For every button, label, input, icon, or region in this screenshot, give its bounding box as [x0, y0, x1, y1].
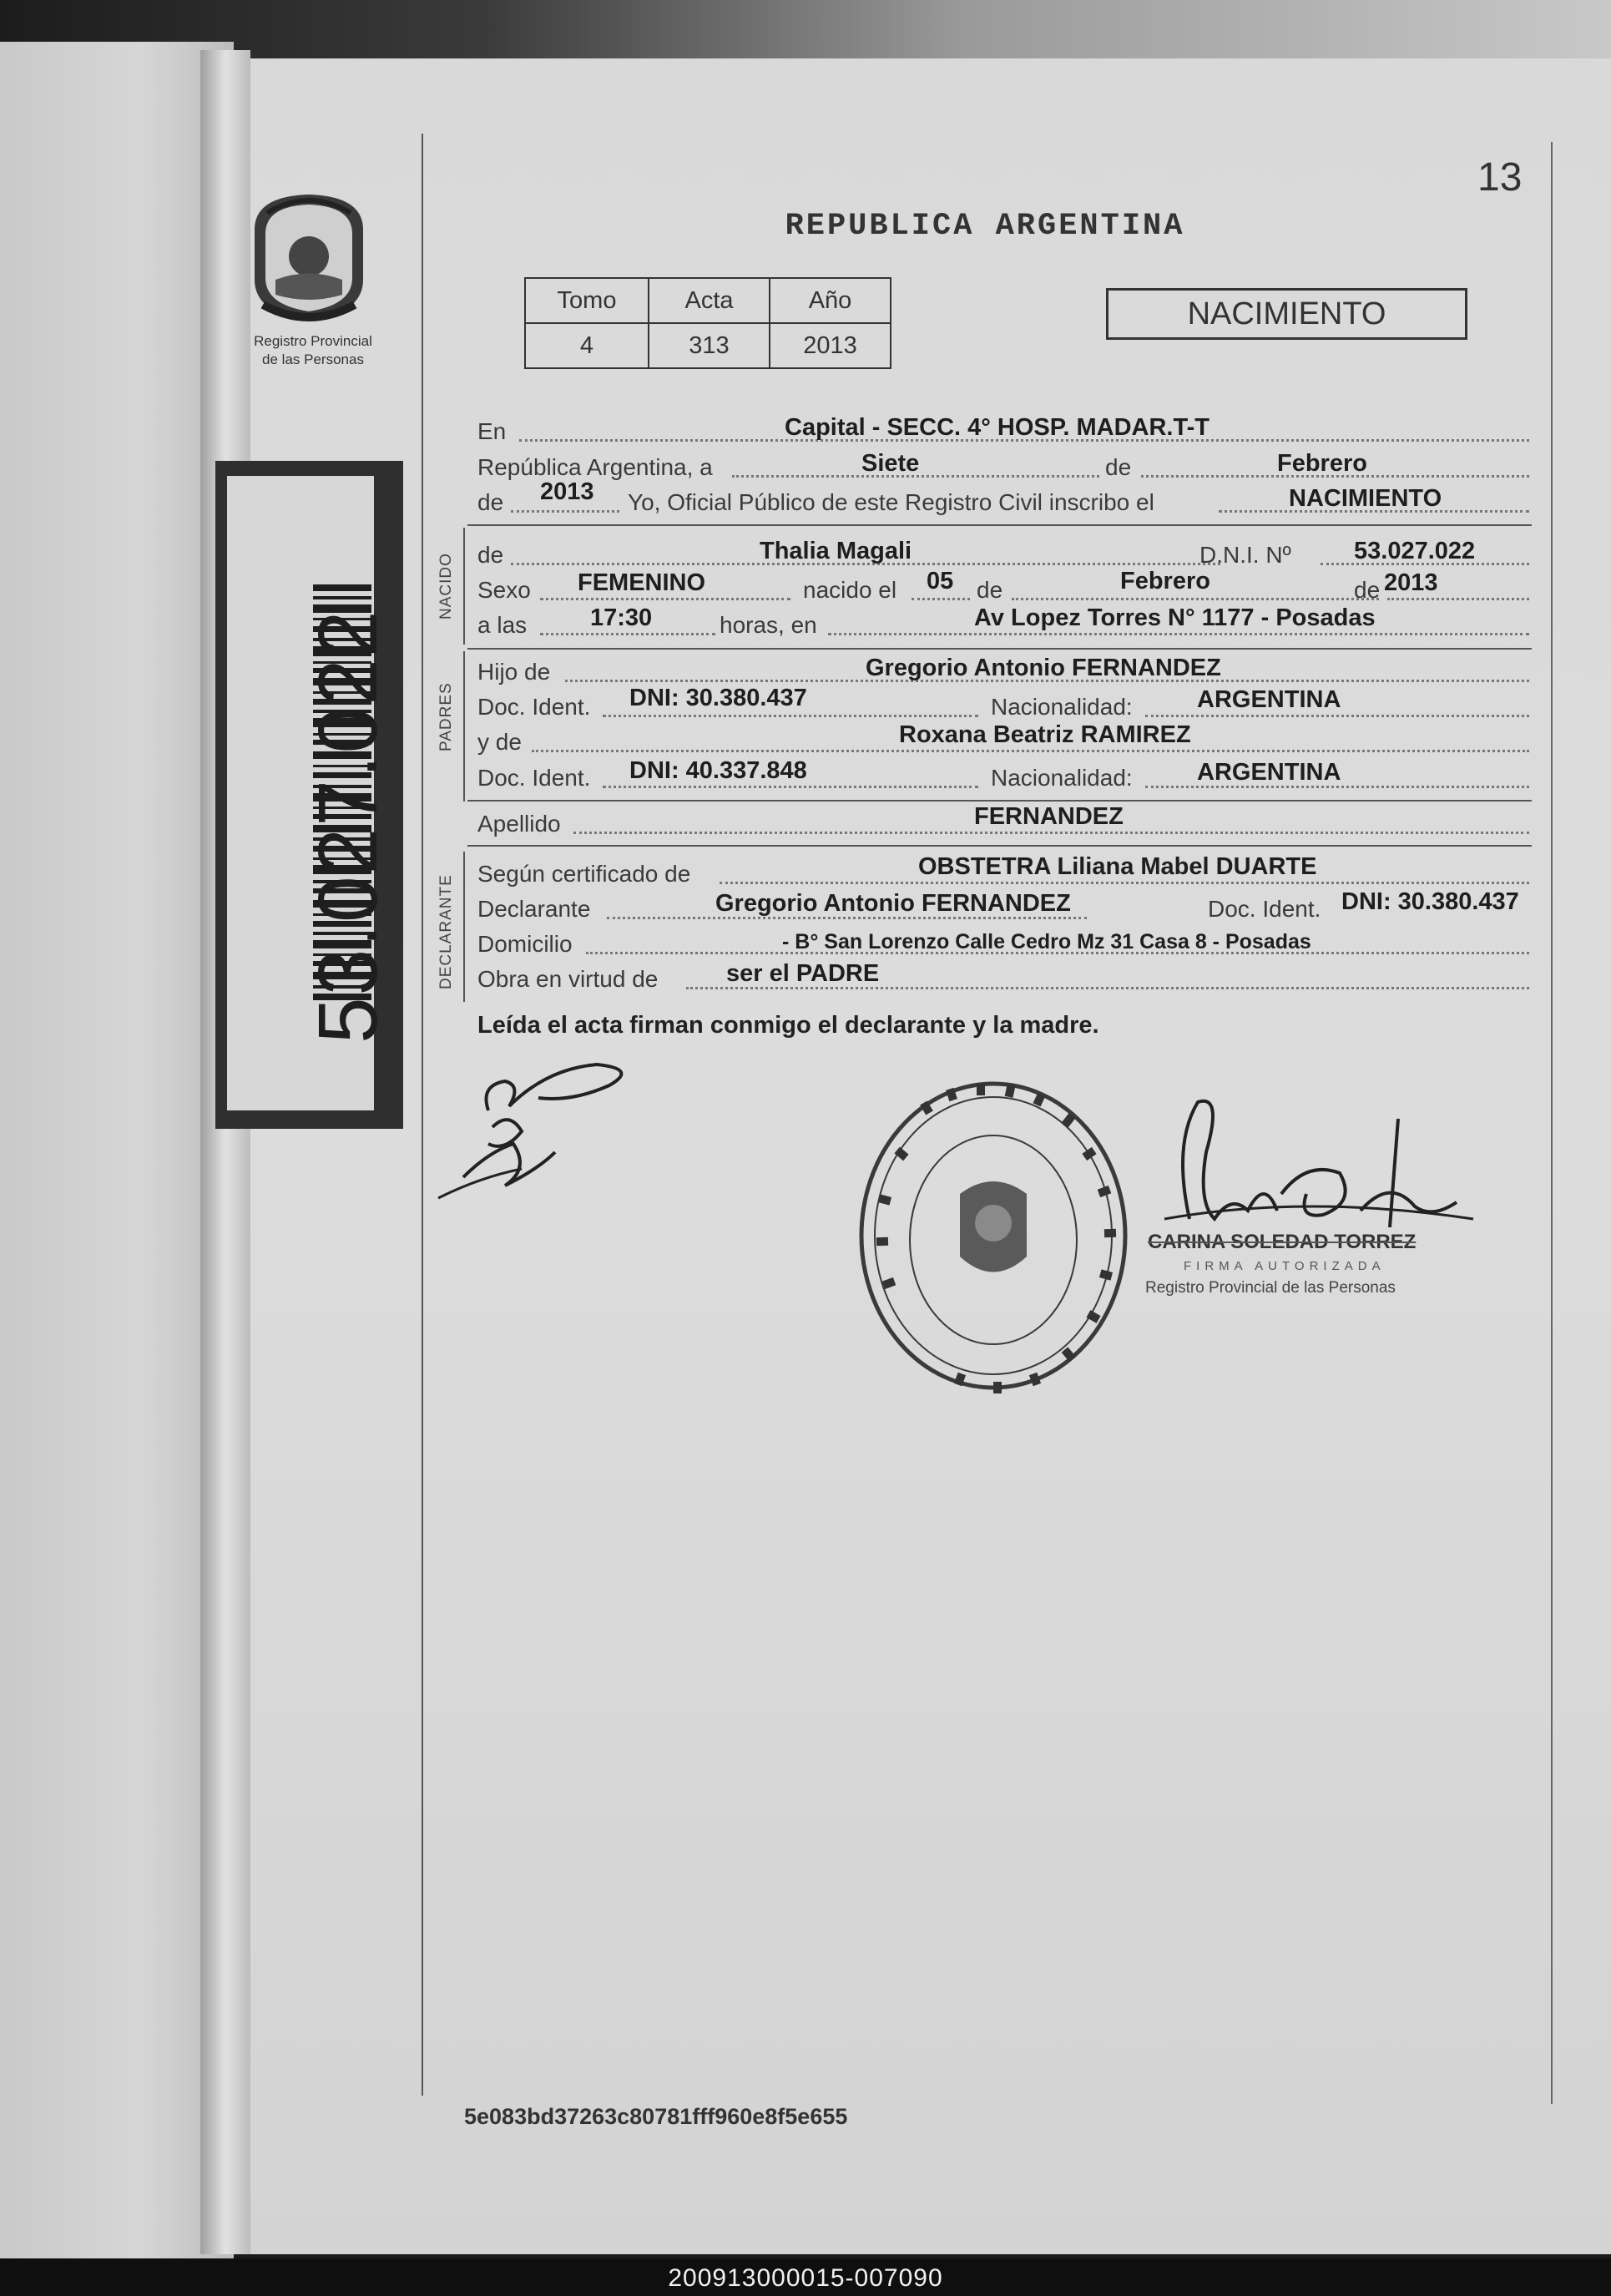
logo-caption: Registro Provincial de las Personas: [254, 333, 372, 367]
acta-value: 313: [649, 323, 770, 368]
book-spine: [200, 50, 250, 2254]
domicilio-value: - B° San Lorenzo Calle Cedro Mz 31 Casa 8 - Posadas: [782, 930, 1311, 953]
tomo-value: 4: [525, 323, 649, 368]
birth-time: 17:30: [590, 604, 653, 631]
row-fecha: [477, 449, 1529, 483]
month-value: Febrero: [1277, 450, 1367, 477]
birth-day: 05: [927, 568, 954, 594]
closing-statement: Leída el acta firman conmigo el declarante y la madre.: [477, 1012, 1099, 1039]
mother-nationality: ARGENTINA: [1197, 759, 1341, 786]
cert-value: OBSTETRA Liliana Mabel DUARTE: [918, 853, 1317, 880]
barcode-number: 53.027.022: [301, 609, 395, 1044]
row-declarante: [477, 888, 1529, 924]
mother-name: Roxana Beatriz RAMIREZ: [899, 721, 1191, 748]
father-nat-label: Nacionalidad:: [991, 694, 1133, 720]
domicilio-label: Domicilio: [477, 931, 573, 957]
row-apellido: [477, 803, 1529, 839]
sexo-label: Sexo: [477, 577, 531, 603]
row-father-doc: [477, 685, 1529, 722]
row-mother: [477, 721, 1529, 757]
nacido-de3-label: de: [1354, 577, 1381, 603]
row-inscribe: [477, 478, 1529, 518]
hijo-label: Hijo de: [477, 659, 551, 685]
dni-label: D.N.I. Nº: [1199, 542, 1291, 568]
row-sexo: [477, 568, 1529, 605]
birth-year: 2013: [1384, 569, 1438, 596]
page-number: 13: [1477, 155, 1523, 200]
document-hash: 5e083bd37263c80781fff960e8f5e655: [464, 2104, 848, 2129]
act-type-box: NACIMIENTO: [1106, 288, 1467, 340]
obra-value: ser el PADRE: [726, 960, 880, 987]
row-domicilio: [477, 926, 1529, 959]
inscribe-value: NACIMIENTO: [1289, 485, 1442, 512]
nacido-de-label: de: [477, 542, 504, 568]
nacido-section-label: NACIDO: [437, 553, 455, 620]
declarante-section-label: DECLARANTE: [437, 874, 455, 989]
a-las-label: a las: [477, 612, 528, 638]
declarante-value: Gregorio Antonio FERNANDEZ: [715, 890, 1071, 917]
father-nationality: ARGENTINA: [1197, 686, 1341, 713]
obra-label: Obra en virtud de: [477, 966, 659, 992]
country-title: REPUBLICA ARGENTINA: [785, 209, 1185, 244]
en-value: Capital - SECC. 4° HOSP. MADAR.T-T: [785, 414, 1210, 441]
decl-doc-value: DNI: 30.380.437: [1341, 888, 1519, 915]
nacido-el-label: nacido el: [803, 577, 897, 603]
apellido-value: FERNANDEZ: [974, 803, 1124, 830]
row-father: [477, 654, 1529, 687]
child-dni: 53.027.022: [1354, 538, 1476, 564]
left-margin-line: [422, 134, 423, 2096]
official-role: FIRMA AUTORIZADA: [1184, 1259, 1386, 1273]
right-margin-line: [1551, 142, 1553, 2104]
horas-label: horas, en: [720, 612, 817, 638]
de-label: de: [1105, 454, 1132, 480]
official-name: CARINA SOLEDAD TORREZ: [1148, 1231, 1417, 1253]
father-doc: DNI: 30.380.437: [629, 685, 807, 711]
row-certificado: [477, 853, 1529, 889]
year-value: 2013: [540, 478, 594, 505]
row-en: [477, 413, 1529, 447]
birth-place: Av Lopez Torres N° 1177 - Posadas: [974, 604, 1376, 631]
apellido-label: Apellido: [477, 811, 561, 837]
nacido-de2-label: de: [977, 577, 1003, 603]
tomo-header: Tomo: [525, 278, 649, 323]
father-name: Gregorio Antonio FERNANDEZ: [866, 655, 1221, 681]
row-nacido-name: [477, 537, 1529, 570]
child-name: Thalia Magali: [760, 538, 912, 564]
row-mother-doc: [477, 757, 1529, 793]
official-office: Registro Provincial de las Personas: [1145, 1279, 1396, 1297]
official-stamp-icon: [851, 1069, 1135, 1419]
province-seal-icon: [242, 188, 376, 326]
row-hora: [477, 604, 1529, 640]
anio-header: Año: [770, 278, 891, 323]
mother-nat-label: Nacionalidad:: [991, 765, 1133, 791]
registry-table: [524, 277, 891, 369]
mother-doc-label: Doc. Ident.: [477, 765, 591, 791]
sexo-value: FEMENINO: [578, 569, 706, 596]
row-obra: [477, 961, 1529, 994]
footer-code: 200913000015-007090: [668, 2264, 943, 2292]
decl-doc-label: Doc. Ident.: [1208, 896, 1321, 922]
official-signature-icon: [1139, 1094, 1490, 1244]
left-page: [0, 42, 234, 2263]
acta-header: Acta: [649, 278, 770, 323]
declarante-label: Declarante: [477, 896, 591, 922]
mother-doc: DNI: 40.337.848: [629, 757, 807, 784]
de2-label: de: [477, 489, 504, 515]
y-de-label: y de: [477, 729, 522, 755]
republica-label: República Argentina, a: [477, 454, 713, 480]
inscribe-text: Yo, Oficial Público de este Registro Civil inscribo el: [628, 489, 1154, 515]
en-label: En: [477, 418, 507, 444]
declarant-signature-icon: [430, 1052, 647, 1211]
padres-section-label: PADRES: [437, 682, 455, 751]
father-doc-label: Doc. Ident.: [477, 694, 591, 720]
anio-value: 2013: [770, 323, 891, 368]
birth-month: Febrero: [1120, 568, 1210, 594]
day-value: Siete: [861, 450, 920, 477]
cert-label: Según certificado de: [477, 861, 691, 887]
